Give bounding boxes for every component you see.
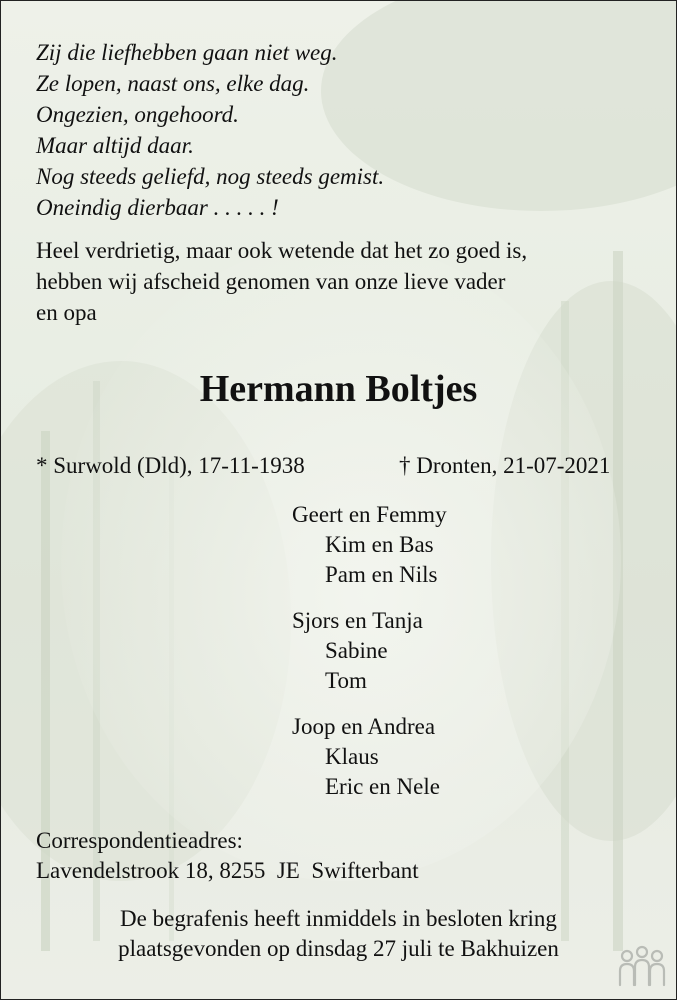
poem-line: Ze lopen, naast ons, elke dag. (36, 71, 310, 96)
family-parents: Geert en Femmy (292, 502, 447, 527)
family-group (292, 500, 652, 590)
family-child: Klaus (325, 744, 379, 769)
poem-line: Ongezien, ongehoord. (36, 102, 239, 127)
family-list (292, 500, 652, 818)
family-child: Tom (325, 668, 367, 693)
poem (36, 37, 384, 223)
people-group-icon (617, 945, 667, 989)
funeral-notice (1, 904, 676, 964)
announcement-text (36, 235, 636, 328)
correspondence-address (36, 826, 419, 886)
family-child: Pam en Nils (325, 562, 438, 587)
poem-line: Zij die liefhebben gaan niet weg. (36, 40, 338, 65)
family-group (292, 712, 652, 802)
announcement-line: Heel verdrietig, maar ook wetende dat het zo goed is, (36, 238, 528, 263)
funeral-line: De begrafenis heeft inmiddels in besloten kring (120, 906, 557, 931)
family-group (292, 606, 652, 696)
correspondence-street: Lavendelstrook 18, 8255 JE Swifterbant (36, 858, 419, 883)
funeral-line: plaatsgevonden op dinsdag 27 juli te Bakhuizen (118, 936, 559, 961)
family-child: Sabine (325, 638, 388, 663)
family-child: Kim en Bas (325, 532, 434, 557)
birth-info: * Surwold (Dld), 17-11-1938 (36, 453, 305, 478)
poem-line: Nog steeds geliefd, nog steeds gemist. (36, 164, 385, 189)
family-parents: Joop en Andrea (292, 714, 436, 739)
announcement-line: en opa (36, 300, 97, 325)
announcement-line: hebben wij afscheid genomen van onze lieve vader (36, 269, 506, 294)
family-child: Eric en Nele (325, 774, 440, 799)
death-info: † Dronten, 21-07-2021 (399, 453, 611, 478)
poem-line: Oneindig dierbaar . . . . . ! (36, 195, 279, 220)
correspondence-label: Correspondentieadres: (36, 828, 243, 853)
family-parents: Sjors en Tanja (292, 608, 423, 633)
poem-line: Maar altijd daar. (36, 133, 194, 158)
deceased-name: Hermann Boltjes (199, 368, 478, 410)
